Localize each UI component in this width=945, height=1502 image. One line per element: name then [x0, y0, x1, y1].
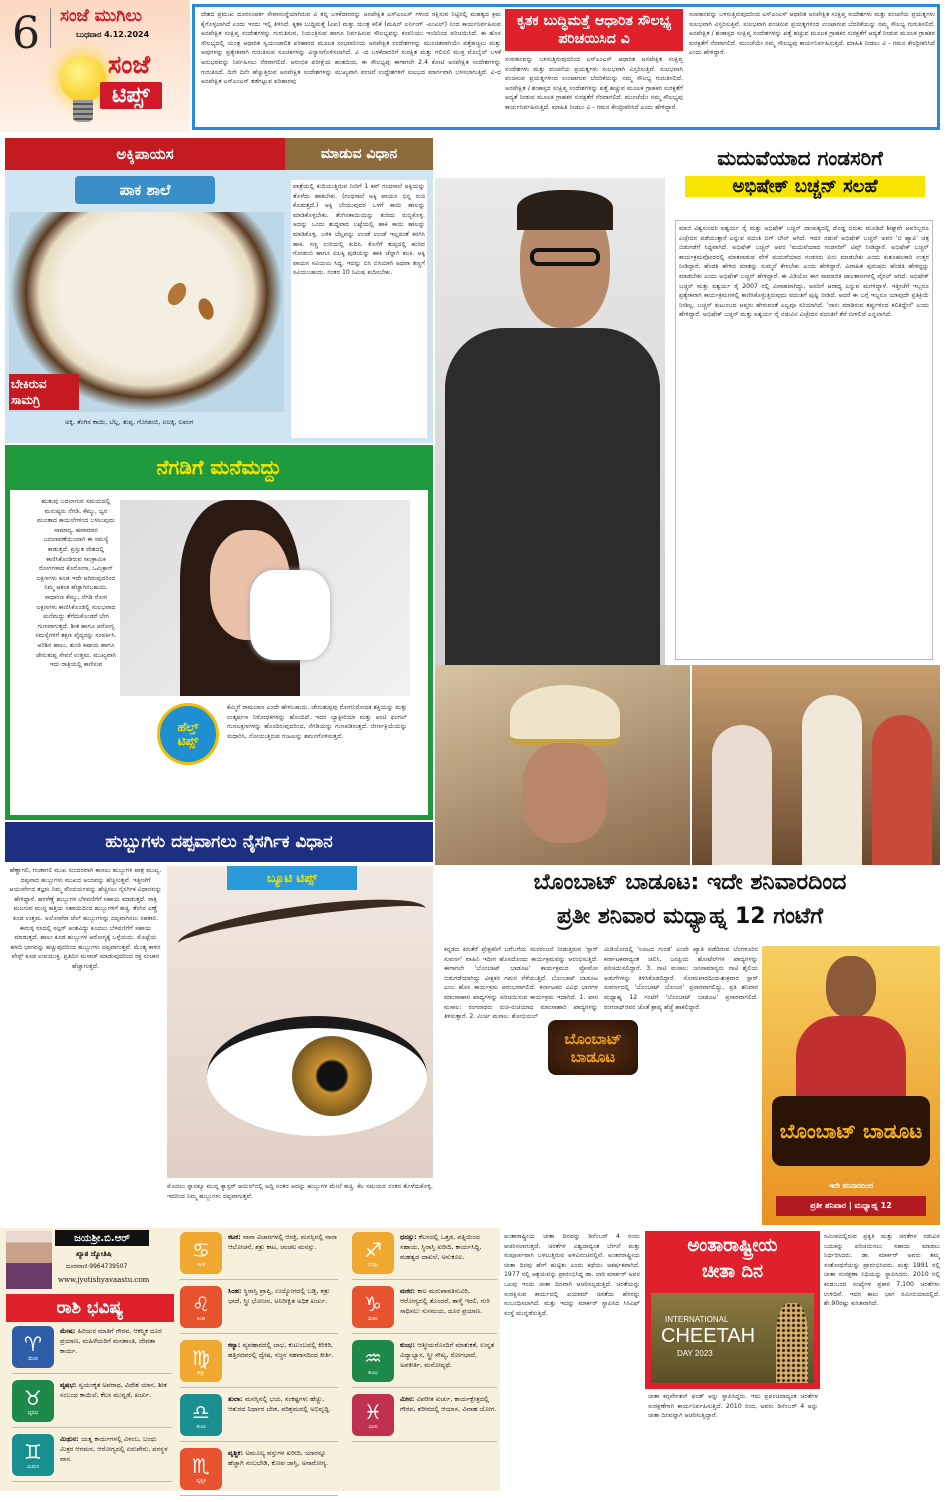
twins-icon: ♊ ಮಿಥುನ — [12, 1434, 54, 1476]
wedding-photo-groom — [435, 665, 690, 865]
rashi-item — [180, 1340, 338, 1388]
sneezing-woman-image — [120, 500, 410, 696]
astrologer-photo — [6, 1231, 52, 1289]
rashi-item — [12, 1380, 172, 1428]
abhishek-title-line2: ಅಭಿಷೇಕ್ ಬಚ್ಚನ್ ಸಲಹೆ — [685, 176, 925, 197]
rashi-text: ಮೇಷ: ಹಿರಿಯರ ಮಾತಿಗೆ ಗೌರವ, ಆಕಸ್ಮಿಕ ದೂರ ಪ್ರಯಾಣ, ಮಹಿಳೆಯರಿಗೆ ಮನಶಾಂತಿ, ದೇವತಾ ಕಾರ್ಯ. — [60, 1327, 162, 1355]
masthead — [0, 0, 190, 132]
scales-icon: ♎ ತುಲಾ — [180, 1394, 222, 1436]
cheetah-image-line3: DAY 2023 — [677, 1349, 713, 1358]
page-number: 6 — [12, 8, 40, 59]
cold-remedy-body: ಋತುವು ಬದಲಾಗುವ ಸಮಯದಲ್ಲಿ ಮನುಷ್ಯರು ನೆಗಡಿ, ಕೆಮ್ಮು, ಜ್ವರ ಮುಂತಾದ ಕಾಯಿಲೆಗಳಿಂದ ಬಳಲುವುದು ಸಾಮಾನ್ಯ. ಹವಾಮಾನ ಬದಲಾವಣೆಯಿಂದಾಗಿ ಈ ಸಮಸ್ಯೆ ಕಾಡುತ್ತದೆ. ಪ್ರಸ್ತುತ ದೇಶದಲ್ಲಿ ಕಾಣಿಸಿಕೊಂಡಿರುವ ಸಾಂಕ್ರಾಮಿಕ ರೋಗಗಳಾದ ಕೊರೋನಾ, ಒಮಿಕ್ರಾನ್ ಲಕ್ಷಣಗಳು ಕೂಡ ಇದೇ ಆಗಿರುವುದರಿಂದ ನಿಮ್ಮ ಆತಂಕ ಹೆಚ್ಚಾಗಿರಬಹುದು. ಸಾಧಾರಣ ಕೆಮ್ಮು, ನೆಗಡಿ ರೋಗ ಲಕ್ಷಣಗಳು ಕಾಣಿಸಿಕೊಂಡಲ್ಲಿ ಸುಲಭವಾದ ಮನೆಮದ್ದು ತೆಗೆದುಕೊಂಡರೆ ಬೇಗ ಗುಣವಾಗುತ್ತದೆ. ಶೀತ ಹಾಗೂ ಆರೋಗ್ಯ ಸಮಸ್ಯೆಗಳಿಗೆ ತಕ್ಷಣ ವೈದ್ಯರನ್ನು ಸಂಪರ್ಕಿಸಿ. ಅರಿಶಿನ ಹಾಲು, ಶುಂಠಿ ಕಷಾಯ ಹಾಗೂ ಜೇನುತುಪ್ಪ ಸೇವನೆ ಉತ್ತಮ. ಮುಖ್ಯವಾಗಿ ಇದು ರಾತ್ರಿಯಲ್ಲಿ ಕಾಣಿಸುವ — [35, 498, 117, 669]
rashi-icon-label: ತುಲಾ — [196, 1424, 206, 1430]
rashi-prediction: ಸ್ಥಿರಾಸ್ತಿ ಪ್ರಾಪ್ತಿ, ಉದ್ಯೋಗದಲ್ಲಿ ಬಡ್ತಿ, ಶತ್ರು ಭಾದೆ, ಸ್ತ್ರೀ ಭೋಜನ, ಅನಿರೀಕ್ಷಿತ ಅಧಿಕ ಖರ್ಚು. — [228, 1287, 330, 1305]
rashi-item — [352, 1394, 497, 1442]
bombat-body-cont: ಮಿಡಿಯೋದಲ್ಲಿ 'ಊಟದ ಗುಂಡ' ಎಂದೇ ಖ್ಯಾತಿ ಪಡೆದಿರುವ ಬೆಂಗಳೂರಿನ ಕರ್ನಾಟಕವಾದ್ಯಂತ ಚಲಿಸಿ, ಜನಪ್ರಿಯ ಹೋಟೆಲ್‌ಗಳ ಖಾದ್ಯಗಳನ್ನು ಪರಿಚಯಿಸಲಿದ್ದಾರೆ. 3. ನಾಟಿ ಮಸಾಲ: ಜನಸಾಮಾನ್ಯರು ನಾಟಿ ಶೈಲಿಯ ಅಡುಗೆಗಳನ್ನು ತಿಳಿಸಿಕೊಡಲಿದ್ದಾರೆ. ಸೋಮವಾರದಿಂದ-ಶುಕ್ರವಾರ ಸ್ಟಾರ್ ಸುವರ್ಣದಲ್ಲಿ 'ಬೊಂಬಾಟ್ ಬೋಜನ' ಪ್ರಸಾರವಾಗಲಿದ್ದು, ಪ್ರತಿ ಶನಿವಾರ ಮಧ್ಯಾಹ್ನ 12 ಗಂಟೆಗೆ 'ಬೊಂಬಾಟ್ ಬಾಡೂಟ' ಪ್ರಸಾರವಾಗಲಿದೆ. ರಂಗನಾಥ್‌ರವರ ಜೊತೆ ಶ್ರಾವ್ಯ ಹೆಜ್ಜೆ ಹಾಕಲಿದ್ದಾರೆ. — [604, 946, 758, 1011]
recipe-title: ಅಕ್ಕಿಪಾಯಸ — [5, 138, 285, 170]
ai-article-title: ಕೃತಕ ಬುದ್ಧಿಮತ್ತೆ ಆಧಾರಿತ ಸೌಲಭ್ಯ ಪರಿಚಯಿಸಿದ ವಿ — [505, 9, 683, 51]
person — [802, 695, 862, 865]
person — [872, 715, 932, 865]
astrologer-phone: ದೂರವಾಣಿ-9964739507 — [66, 1263, 128, 1270]
ingredients-heading: ಬೇಕಿರುವ ಸಾಮಗ್ರಿ — [9, 374, 79, 410]
rashi-name: ಕಟಕ — [228, 1233, 239, 1241]
bull-icon: ♉ ವೃಷಭ — [12, 1380, 54, 1422]
rashi-item — [12, 1434, 172, 1482]
rashi-name: ಮಕರ — [400, 1287, 413, 1295]
rashi-name: ತುಲಾ — [228, 1395, 241, 1403]
rashi-item — [12, 1326, 172, 1374]
host-shirt — [796, 1016, 906, 1106]
rashi-icon-label: ವೃಷಭ — [27, 1410, 39, 1416]
rashi-icon-label: ಧನಸ್ಸು — [367, 1262, 379, 1268]
method-text: ಪಾತ್ರೆಯಲ್ಲಿ ಕುದಿಯುತ್ತಿರುವ ನೀರಿಗೆ 1 ಕಪ್ ಗಂಧಸಾಲೆ ಅಕ್ಕಿಯನ್ನು ತೊಳೆದು ಹಾಕಬೇಕು. (ಗಂಧಸಾಲೆ ಅಕ್ಕಿ ಪಾಯಸ ಭಿನ್ನ ರುಚಿ ಕೊಡುತ್ತದೆ.) ಅಕ್ಕಿ ಬೇಯುವುದರ ಒಳಗೆ ಕಾಯಿ ಹಾಲನ್ನು ಮಾಡಿಕೊಳ್ಳಬೇಕು. ತೆಂಗಿನಕಾಯಿಯನ್ನು ತುರಿದು ರುಬ್ಬಿಕೊಳ್ಳಿ. ಅದನ್ನು ಒಂದು ಶುದ್ಧವಾದ ಬಟ್ಟೆಯಲ್ಲಿ ಹಾಕಿ ಕಾಯಿ ಹಾಲನ್ನು ಮಾಡಿಕೊಳ್ಳಿ. ಬಳಿಕ ಬೆಲ್ಲವನ್ನು ಉಂಡೆ ಉಂಡೆ ಇಲ್ಲದಂತೆ ಕರಗಿಸಿ ಹಾಕಿ. ಸಣ್ಣ ಉರಿಯಲ್ಲಿ ಕುದಿಸಿ. ಕೊನೆಗೆ ತುಪ್ಪದಲ್ಲಿ ಹುರಿದ ಗೋಡಂಬಿ ಹಾಗೂ ಏಲಕ್ಕಿ ಪುಡಿಯನ್ನು ಹಾಕಿ ಚೆನ್ನಾಗಿ ಕಲಕಿ. ಅಕ್ಕಿ ಪಾಯಸ ಸವಿಯಲು ಸಿದ್ಧ. ಇದನ್ನು ಬಿಸಿ ಬಿಸಿಯಾಗಿ ಅಥವಾ ತಣ್ಣಗೆ ಸವಿಯಬಹುದು. ನಂತರ 10 ನಿಮಿಷ ಕುದಿಸಬೇಕು. — [291, 180, 427, 438]
rashi-item — [180, 1286, 338, 1334]
rashi-text: ವೃಷಭ: ಸ್ವಯಂಕೃತ ಅಪರಾಧ, ವಿದೇಶ ಯಾನ, ಶೀತ ಸಂಬಂಧ ಕಾಯಿಲೆ, ಕೆಲಸ ಮುನ್ನಡೆ, ಖರ್ಚು. — [60, 1381, 167, 1399]
rashi-name: ವೃಷಭ — [60, 1381, 74, 1389]
recipe-section — [5, 138, 433, 443]
rashi-item — [180, 1448, 338, 1496]
person — [712, 725, 772, 865]
rashi-item — [180, 1232, 338, 1280]
rashi-icon-label: ವೃಶ್ಚಿಕ — [196, 1478, 206, 1484]
paper-name: ಸಂಜೆ ಮುಗಿಲು — [60, 6, 142, 26]
eyebrow-body: ಹೆಣ್ಣಾಗಲಿ, ಗಂಡಾಗಲಿ ಮುಖ ಸುಂದರವಾಗಿ ಕಾಣಲು ಹುಬ್ಬುಗಳ ಪಾತ್ರ ಮುಖ್ಯ. ದಪ್ಪವಾದ ಹುಬ್ಬುಗಳು ಮುಖದ ಅಂದವನ್ನು ಹೆಚ್ಚಿಸುತ್ತವೆ. ಇತ್ತೀಚೆಗೆ ಆಯುರ್ವೇದ ತಜ್ಞರು ನಿಮ್ಮ ಸೌಂದರ್ಯವನ್ನು ಹೆಚ್ಚಿಸಲು ನೈಸರ್ಗಿಕ ವಿಧಾನವನ್ನು ಹೇಳಿದ್ದಾರೆ. ಹರಳೆಣ್ಣೆ ಹುಬ್ಬುಗಳ ಬೆಳವಣಿಗೆಗೆ ಸಹಾಯ ಮಾಡುತ್ತದೆ. ರಾತ್ರಿ ಮಲಗುವ ಮುನ್ನ ಹತ್ತಿಯ ಸಹಾಯದಿಂದ ಹುಬ್ಬುಗಳಿಗೆ ಹಚ್ಚಿ. ತೆಂಗಿನ ಎಣ್ಣೆ ಕೂಡ ಉತ್ತಮ. ಅಲೋವೆರಾ ಜೆಲ್ ಹುಬ್ಬುಗಳನ್ನು ದಪ್ಪವಾಗಿಸಲು ಸಹಕಾರಿ. ಈರುಳ್ಳಿ ರಸದಲ್ಲಿ ಸಲ್ಫರ್ ಅಂಶವಿದ್ದು ಕೂದಲು ಬೆಳವಣಿಗೆಗೆ ಸಹಾಯ ಮಾಡುತ್ತದೆ. ಹಾಲು ಕೂಡ ಹುಬ್ಬುಗಳ ಆರೋಗ್ಯಕ್ಕೆ ಒಳ್ಳೆಯದು. ಮೊಟ್ಟೆಯ ಹಳದಿ ಭಾಗವನ್ನು ಹಚ್ಚುವುದರಿಂದ ಹುಬ್ಬುಗಳು ದಪ್ಪವಾಗುತ್ತವೆ. ಮೆಂತ್ಯ ಕಾಳಿನ ಪೇಸ್ಟ್ ಕೂಡ ಉಪಯುಕ್ತ. ಪ್ರತಿದಿನ ಮಸಾಜ್ ಮಾಡುವುದರಿಂದ ರಕ್ತ ಸಂಚಾರ ಹೆಚ್ಚಾಗುತ್ತದೆ. — [9, 867, 162, 970]
abhishek-article — [435, 138, 940, 665]
horoscope-column — [352, 1232, 497, 1448]
rashi-prediction: ಹಿರಿಯರ ಮಾತಿಗೆ ಗೌರವ, ಆಕಸ್ಮಿಕ ದೂರ ಪ್ರಯಾಣ, ಮಹಿಳೆಯರಿಗೆ ಮನಶಾಂತಿ, ದೇವತಾ ಕಾರ್ಯ. — [60, 1327, 162, 1355]
rashi-icon-label: ಮೇಷ — [28, 1356, 38, 1362]
rashi-text: ತುಲಾ: ಮನಸ್ಸಿನಲ್ಲಿ ಭಯ, ಸಂಕಷ್ಟಗಳು ಹೆಚ್ಚು, ಆತುರದ ನಿರ್ಧಾರ ಬೇಡ, ಪರಿಶ್ರಮದಲ್ಲಿ ಅಭಿವೃದ್ಧಿ. — [228, 1395, 331, 1413]
rashi-icon-label: ಕಟಕ — [197, 1262, 205, 1268]
cheetah-figure — [776, 1303, 808, 1383]
rashi-text: ಧನಸ್ಸು: ಕೆಲಸದಲ್ಲಿ ಒತ್ತಡ, ಪತ್ನಿಯಿಂದ ಸಹಾಯ, ಸ್ಥಿರಾಸ್ತಿ ಖರೀದಿ, ಕಾರ್ಯಸಿದ್ಧಿ, ಮಹತ್ವದ ದಾಖಲೆ, ಅನುಕೂಲ. — [400, 1233, 482, 1261]
rashi-prediction: ಸ್ವಯಂಕೃತ ಅಪರಾಧ, ವಿದೇಶ ಯಾನ, ಶೀತ ಸಂಬಂಧ ಕಾಯಿಲೆ, ಕೆಲಸ ಮುನ್ನಡೆ, ಖರ್ಚು. — [60, 1381, 167, 1399]
cheetah-title-line1: ಅಂತಾರಾಷ್ಟ್ರೀಯ — [687, 1235, 778, 1256]
cheetah-body-right: ಸಮೀಪದಲ್ಲಿರುವ ಪ್ರಕೃತಿ ಮತ್ತು ಚಿರತೆಗಳ ನಡುವಿನ ಬದುಕನ್ನು ಪರಿಚಯಿಸಲು ಸಹಾಯ ಮಾಡಲು ನಿರ್ಧರಿಸಿದರು. ಡಾ. ಮಾರ್ಕರ್ ಅವರು ತಮ್ಮ ಸಂಶೋಧನೆಯನ್ನು ಪ್ರಾರಂಭಿಸಿದರು. ಮತ್ತು 1991 ರಲ್ಲಿ ಚೀತಾ ಸಂರಕ್ಷಣಾ ನಿಧಿಯನ್ನು ಸ್ಥಾಪಿಸಿದರು. 2010 ರಲ್ಲಿ ಕಂಡುಬಂದ ಸಂಖ್ಯೆಗಳ ಪ್ರಕಾರ 7,100 ಚಿರತೆಗಳು ಉಳಿದಿವೆ. ಇದರ ಕಾಲು ಭಾಗ ನಮೀಬಿಯಾದಲ್ಲಿದೆ. ಶೇ.90ರಷ್ಟು ಕುಸಿತವಾಗಿದೆ. — [824, 1233, 940, 1308]
abhishek-photo — [435, 178, 665, 665]
astrologer-website: www.jyotishyavaastu.com — [58, 1276, 150, 1284]
abhishek-title-line1: ಮದುವೆಯಾದ ಗಂಡಸರಿಗೆ — [717, 146, 883, 170]
divider — [50, 8, 51, 48]
rashi-name: ಕನ್ಯಾ — [228, 1341, 238, 1349]
fish-icon: ♓ ಮೀನ — [352, 1394, 394, 1436]
ingredients-text: ಅಕ್ಕಿ, ತೆಂಗಿನ ಕಾಯಿ, ಬೆಲ್ಲ, ತುಪ್ಪ, ಗೋಡಂಬಿ, ಏಲಕ್ಕಿ, ಲವಂಗ — [65, 418, 194, 426]
horoscope-column — [180, 1232, 338, 1502]
rashi-text: ಕನ್ಯಾ: ವ್ಯವಹಾರದಲ್ಲಿ ಲಾಭ, ಕುಟುಂಬದಲ್ಲಿ ಕಿರಿಕಿರಿ, ಹತ್ತಿರದವರಲ್ಲಿ ದ್ವೇಷ, ಸಜ್ಜನ ಸಹವಾಸದಿಂದ ಕೀರ್ತಿ. — [228, 1341, 334, 1359]
rashi-icon-label: ಮಕರ — [368, 1316, 378, 1322]
cold-remedy-body-cont: ಕೆಮ್ಮಿಗೆ ರಾಮಬಾಣ ಎಂದೇ ಹೇಳಬಹುದು. ಜೇನುತುಪ್ಪವು ರೋಗನಿರೋಧಕ ಶಕ್ತಿಯನ್ನು ಮತ್ತು ಉತ್ಕರ್ಷಣ ನಿರೋಧಕಗಳನ್ನು ಹೊಂದಿದೆ. ಇದರ ಬ್ಯಾಕ್ಟೀರಿಯಾ ಮತ್ತು ಆಂಟಿ ಫಂಗಲ್ ಗುಣಲಕ್ಷಣಗಳನ್ನು ಹೊಂದಿರುವುದರಿಂದ, ನೆಗಡಿಯನ್ನು ಗುಣಪಡಿಸುತ್ತದೆ. ಜೀರ್ಣಕ್ರಿಯೆಯನ್ನು ಸುಧಾರಿಸಿ, ನೋಯುತ್ತಿರುವ ಗಂಟಲನ್ನು ಶಮನಗೊಳಿಸುತ್ತದೆ. — [227, 704, 407, 740]
pot-icon: ♒ ಕುಂಭ — [352, 1340, 394, 1382]
ram-icon: ♈ ಮೇಷ — [12, 1326, 54, 1368]
glasses — [530, 248, 600, 266]
crab-icon: ♋ ಕಟಕ — [180, 1232, 222, 1274]
rashi-prediction: ಕೆಲಸದಲ್ಲಿ ಒತ್ತಡ, ಪತ್ನಿಯಿಂದ ಸಹಾಯ, ಸ್ಥಿರಾಸ್ತಿ ಖರೀದಿ, ಕಾರ್ಯಸಿದ್ಧಿ, ಮಹತ್ವದ ದಾಖಲೆ, ಅನುಕೂಲ. — [400, 1233, 482, 1261]
eyebrow-caption: ಮೊದಲು ಸ್ನಾನಕ್ಕೂ ಮುನ್ನ ಕ್ಯಾಸ್ಟರ್ ಆಯಿಲ್‌ನಲ್ಲಿ ಅದ್ದಿ ನಂತರ ಅದನ್ನು ಹುಬ್ಬುಗಳ ಮೇಲೆ ಹಚ್ಚಿ. ಕೆಲ ಸಮಯದ ನಂತರ ತೊಳೆದುಕೊಳ್ಳಿ. ಇದರಿಂದ ನಿಮ್ಮ ಹುಬ್ಬುಗಳು ದಪ್ಪವಾಗುತ್ತವೆ. — [167, 1183, 433, 1200]
rashi-name: ವೃಶ್ಚಿಕ — [228, 1449, 241, 1457]
method-heading: ಮಾಡುವ ವಿಧಾನ — [285, 138, 433, 170]
poster-logo: ಬೊಂಬಾಟ್ ಬಾಡೂಟ — [772, 1096, 930, 1166]
rashi-icon-label: ಮಿಥುನ — [26, 1464, 40, 1470]
astrologer-name: ಜಯಶ್ರೀ.ಬಿ.ಆರ್ — [55, 1230, 149, 1246]
ai-article-body: ದೇಶದ ಪ್ರಮುಖ ದೂರಸಂಪರ್ಕ ಸೇವಾಸಂಸ್ಥೆಯಾಗಿರುವ ವಿ ತನ್ನ ಬಳಕೆದಾರರನ್ನು ಅನಪೇಕ್ಷಿತ ಎಸ್‌ಎಂಎಸ್ ಗಳಿಂದ ರಕ್ಷಿಸುವ ನಿಟ್ಟಿನಲ್ಲಿ ಮಹತ್ವದ ಕ್ರಮ ಕೈಗೊಳ್ಳಲಾಗಿದೆ ಎಂದು ಇಂದು ಇಲ್ಲಿ ತಿಳಿಸಿದೆ. ಕೃತಕ ಬುದ್ಧಿಮತ್ತೆ (ಎಐ) ಮತ್ತು ಯಂತ್ರ ಕಲಿಕೆ (ಮಷಿನ್ ಲರ್ನಿಂಗ್ -ಎಂಎಲ್) ನಿಂದ ಕಾರ್ಯನಿರ್ವಹಿಸುವ ಅನಪೇಕ್ಷಿತ ಸಂಕ್ಷಿಪ್ತ ಸಂದೇಶಗಳನ್ನು ಗುರುತಿಸುವ, ನಿಯಂತ್ರಿಸುವ ಹಾಗೂ ನಿರ್ವಹಿಸುವ ಸೌಲಭ್ಯವನ್ನು ಕಂಪನಿಯು ಇಂದಿನಿಂದ ಪರಿಚಯಿಸಿದೆ. ಈ ಹೊಸ ಸೌಲಭ್ಯದಲ್ಲಿ ಯಂತ್ರ ಆಧಾರಿತ ಸ್ವಯಂಚಾಲಿತ ಪರಿಹಾರದ ಮೂಲಕ ಸಂಭಾವನೀಯ ಅನಪೇಕ್ಷಿತ ಸಂದೇಶಗಳನ್ನು ಮುಂಚಿತವಾಗಿಯೇ ಪತ್ತೆಹಚ್ಚಲು ಮತ್ತು ಅವುಗಳನ್ನು ಪ್ರತ್ಯೇಕವಾಗಿ ಗುರುತಿಸುವ ಸೂಚಕಗಳನ್ನು ವಿನ್ಯಾಸಗೊಳಿಸಲಾಗಿದೆ. ವಿ -ದ ಬಳಕೆದಾರರಿಗೆ ಸುರಕ್ಷಿತ ಮತ್ತು ಗಲಿಬಿಲಿ ಮುಕ್ತ ಮೊಬೈಲ್ ಬಳಕೆ ಅನುಭವವನ್ನು ನಿರ್ವಹಿಸಲು ನೆರವಾಗಲಿದೆ. ಆರಂಭಿಕ ಪರೀಕ್ಷೆಯ ಹಂತದಿಂದ, ಈ ಸೌಲಭ್ಯವು ಈಗಾಗಲೇ 2.4 ಕೋಟಿ ಅನಪೇಕ್ಷಿತ ಸಂದೇಶಗಳನ್ನು ಗುರುತಿಸಿದೆ. ದಿನೇ ದಿನೇ ಹೆಚ್ಚುತ್ತಿರುವ ಅನಪೇಕ್ಷಿತ ಸಂದೇಶಗಳನ್ನು ಮುಖ್ಯವಾಗಿ ವಂಚನೆ ಉದ್ದೇಶಗಳಿಗೆ ಸುಲಭದ ಮಾರ್ಗವಾಗಿ ಬಳಸಲಾಗುತ್ತಿದೆ. ವಿ-ದ ಅನಪೇಕ್ಷಿತ ಎಸ್‌ಎಂಎಸ್ ತಡೆಗಟ್ಟುವ ಪರಿಹಾರವು — [201, 11, 501, 86]
lightbulb-base-icon — [73, 100, 93, 122]
rashi-prediction: ವ್ಯವಹಾರದಲ್ಲಿ ಲಾಭ, ಕುಟುಂಬದಲ್ಲಿ ಕಿರಿಕಿರಿ, ಹತ್ತಿರದವರಲ್ಲಿ ದ್ವೇಷ, ಸಜ್ಜನ ಸಹವಾಸದಿಂದ ಕೀರ್ತಿ. — [228, 1341, 334, 1359]
rashi-prediction: ಮನಸ್ಸಿನಲ್ಲಿ ಭಯ, ಸಂಕಷ್ಟಗಳು ಹೆಚ್ಚು, ಆತುರದ ನಿರ್ಧಾರ ಬೇಡ, ಪರಿಶ್ರಮದಲ್ಲಿ ಅಭಿವೃದ್ಧಿ. — [228, 1395, 331, 1413]
eye-image — [167, 866, 433, 1178]
rashi-item — [180, 1394, 338, 1442]
section-title-line1: ಸಂಜೆ — [108, 50, 151, 79]
hair — [517, 190, 613, 230]
rashi-icon-label: ಕುಂಭ — [368, 1370, 378, 1376]
beauty-tips-badge: ಬ್ಯೂಟಿ ಟಿಪ್ಸ್ — [227, 866, 357, 890]
hoodie — [445, 328, 660, 665]
bombat-logo: ಬೊಂಬಾಟ್ ಬಾಡೂಟ — [548, 1020, 638, 1075]
recipe-section-label: ಪಾಕ ಶಾಲೆ — [75, 176, 215, 204]
rashi-item — [352, 1340, 497, 1388]
cheetah-image-line2: CHEETAH — [661, 1325, 756, 1347]
almond-icon — [164, 280, 190, 309]
rashi-prediction: ಕಾಲ ಮರುಪಾವತಿಸುವಿರಿ, ಆರೋಗ್ಯದಲ್ಲಿ ತೊಂದರೆ, ತಾಳ್ಮೆ ಇರಲಿ, ಗುರಿ ಸಾಧಿಸಲು ಸುಸಮಯ, ದೂರ ಪ್ರಯಾಣ. — [400, 1287, 490, 1315]
horoscope-section — [0, 1228, 500, 1491]
rashi-name: ಕುಂಭ — [400, 1341, 413, 1349]
ai-article-body-right: ಸಂವಹನವನ್ನು ಬಳಸುತ್ತಿರುವುದರಿಂದ ಎಸ್‌ಎಂಎಸ್ ಆಧಾರಿತ ಅನಪೇಕ್ಷಿತ ಸಂಕ್ಷಿಪ್ತ ಸಂದೇಶಗಳು ಮತ್ತು ವಂಚನೆಯ ಪ್ರಯತ್ನಗಳು ಸುಲಭವಾಗಿ ವಿಸ್ತರಿಸುತ್ತಿವೆ. ಸುಲಭವಾಗಿ ವಂಚಿಸುವ ಪ್ರಯತ್ನಗಳಿಂದ ಉಂಟಾಗುವ ಬೆದರಿಕೆಯನ್ನು ನಮ್ಮ ಸೌಲಭ್ಯ ಗುರುತಿಸಲಿದೆ. ಅನಪೇಕ್ಷಿತ / ಶಂಕಾಸ್ಪದ ಸಂಕ್ಷಿಪ್ತ ಸಂದೇಶಗಳನ್ನು ಪತ್ತೆ ಹಚ್ಚುವ ಮೂಲಕ ಗ್ರಾಹಕರ ಸುರಕ್ಷತೆಗೆ ಆದ್ಯತೆ ನೀಡುವ ಮೂಲಕ ಗ್ರಾಹಕರ ಸುರಕ್ಷತೆಗೆ ನೆರವಾಗಲಿದೆ. ಮುಂಚೆಯೇ ನಮ್ಮ ಸೌಲಭ್ಯವು ಕಾರ್ಯನಿರ್ವಹಿಸುತ್ತಿದೆ. ಮಾಹಿತಿ ನೀಡಲು ವಿ - ಗಮನ ಕೇಂದ್ರೀಕರಿಸಿದೆ ಎಂದು ಹೇಳಿದ್ದಾರೆ. — [689, 11, 935, 57]
rashi-name: ಮಿಥುನ — [60, 1435, 77, 1443]
bombat-body: ಕನ್ನಡದ ಕಿರುತೆರೆ ಪ್ರೇಕ್ಷಕರಿಗೆ ಬಗೆಬಗೆಯ ಮನರಂಜನೆ ನೀಡುತ್ತಿರುವ 'ಸ್ಟಾರ್ ಸುವರ್ಣ' ವಾಹಿನಿ ಇದೀಗ ಹೊಸದೊಂದು ಕಾರ್ಯಕ್ರಮವನ್ನು ಆರಂಭಿಸುತ್ತಿದೆ. ಈಗಾಗಲೇ 'ಬೊಂಬಾಟ್ ಬಾಡೂಟ' ಕಾರ್ಯಕ್ರಮದ ಪ್ರೋಮೋ ಬಿಡುಗಡೆಯಾಗಿದ್ದು ವೀಕ್ಷಕರ ಗಮನ ಸೆಳೆಯುತ್ತಿದೆ. ಬೊಂಬಾಟ್ ಬಾಡೂಟ ಎಂಬ ಹೊಸ ಕಾರ್ಯಕ್ರಮ ಆರಂಭವಾಗಲಿದೆ. ಕರ್ನಾಟಕದ ವಿವಿಧ ಭಾಗಗಳ ಮಾಂಸಾಹಾರ ಖಾದ್ಯಗಳನ್ನು ಪರಿಚಯಿಸುವ ಕಾರ್ಯಕ್ರಮ ಇದಾಗಿದೆ. 1. ಖಾರ ಮಸಾಲ: ರಂಗನಾಥರು ರುಚಿ-ರುಚಿಯಾದ ಮಾಂಸಾಹಾರಿ ಖಾದ್ಯಗಳನ್ನು ತಿಳಿಸುತ್ತಾರೆ. 2. ಮಿರ್ಚಿ ಮಸಾಲ: ಶೋಭಿಯಲ್ — [444, 946, 598, 1021]
rashi-name: ಮೇಷ — [60, 1327, 73, 1335]
rashi-text: ಕಟಕ: ನಾನಾ ವಿಚಾರಗಳಲ್ಲಿ ಆಸಕ್ತಿ, ಮನಸ್ಸಿನಲ್ಲಿ ನಾನಾ ಆಲೋಚನೆ, ಶತ್ರು ಕಾಟ, ಚಂಚಲ ಮನಸ್ಸು. — [228, 1233, 338, 1251]
rashi-prediction: ಯತ್ನ ಕಾರ್ಯಗಳಲ್ಲಿ ವಿಳಂಬ, ಬಂಧು ಮಿತ್ರರ ಆಗಮನ, ಆರೋಗ್ಯದಲ್ಲಿ ಏರುಪೇರು, ಪರಸ್ಥಳ ವಾಸ. — [60, 1435, 168, 1463]
scorpion-icon: ♏ ವೃಶ್ಚಿಕ — [180, 1448, 222, 1490]
rashi-text: ಮಕರ: ಕಾಲ ಮರುಪಾವತಿಸುವಿರಿ, ಆರೋಗ್ಯದಲ್ಲಿ ತೊಂದರೆ, ತಾಳ್ಮೆ ಇರಲಿ, ಗುರಿ ಸಾಧಿಸಲು ಸುಸಮಯ, ದೂರ ಪ್ರಯಾಣ. — [400, 1287, 490, 1315]
ai-article-body-cont: ಸಂವಹನವನ್ನು ಬಳಸುತ್ತಿರುವುದರಿಂದ ಎಸ್‌ಎಂಎಸ್ ಆಧಾರಿತ ಅನಪೇಕ್ಷಿತ ಸಂಕ್ಷಿಪ್ತ ಸಂದೇಶಗಳು ಮತ್ತು ವಂಚನೆಯ ಪ್ರಯತ್ನಗಳು ಸುಲಭವಾಗಿ ವಿಸ್ತರಿಸುತ್ತಿವೆ. ಸುಲಭವಾಗಿ ವಂಚಿಸುವ ಪ್ರಯತ್ನಗಳಿಂದ ಉಂಟಾಗುವ ಬೆದರಿಕೆಯನ್ನು ನಮ್ಮ ಸೌಲಭ್ಯ ಗುರುತಿಸಲಿದೆ. ಅನಪೇಕ್ಷಿತ / ಶಂಕಾಸ್ಪದ ಸಂಕ್ಷಿಪ್ತ ಸಂದೇಶಗಳನ್ನು ಪತ್ತೆ ಹಚ್ಚುವ ಮೂಲಕ ಗ್ರಾಹಕರ ಸುರಕ್ಷತೆಗೆ ಆದ್ಯತೆ ನೀಡುವ ಮೂಲಕ ಗ್ರಾಹಕರ ಸುರಕ್ಷತೆಗೆ ನೆರವಾಗಲಿದೆ. ಮುಂಚೆಯೇ ನಮ್ಮ ಸೌಲಭ್ಯವು ಕಾರ್ಯನಿರ್ವಹಿಸುತ್ತಿದೆ. ಮಾಹಿತಿ ನೀಡಲು ವಿ - ಗಮನ ಕೇಂದ್ರೀಕರಿಸಿದೆ ಎಂದು ಹೇಳಿದ್ದಾರೆ. — [505, 56, 683, 111]
rashi-prediction: ವಿಪರೀತ ಖರ್ಚು, ಕಾರ್ಯಕ್ಷೇತ್ರದಲ್ಲಿ ಗೌರವ, ಶರೀರದಲ್ಲಿ ಆಯಾಸ, ವಿವಾಹ ಯೋಗ. — [400, 1395, 497, 1413]
health-tips-line1: ಹೆಲ್ತ್ — [177, 720, 199, 734]
turban — [510, 685, 620, 745]
goat-icon: ♑ ಮಕರ — [352, 1286, 394, 1328]
cheetah-body-mid: ಚೀತಾ ಕನ್ಸರ್ವೇಶನ್ ಫಂಡ್ ಅನ್ನು ಸ್ಥಾಪಿಸಿದ್ದರು. ಇದು ಪ್ರಪಂಚದಾದ್ಯಂತ ಚಿರತೆಗಳ ಸಂರಕ್ಷಣೆಗಾಗಿ ಕಾರ್ಯನಿರ್ವಹಿಸುತ್ತಿದೆ. 2010 ರಿಂದ, ಅವರು ಡಿಸೆಂಬರ್ 4 ಅನ್ನು ಚೀತಾ ದಿನವನ್ನಾಗಿ ಆಚರಿಸುತ್ತಿದ್ದಾರೆ. — [648, 1393, 818, 1420]
rashi-prediction: ಅಮೂಲ್ಯ ವಸ್ತುಗಳ ಖರೀದಿ, ಯಾರನ್ನೂ ಹೆಚ್ಚಾಗಿ ನಂಬಬೇಡಿ, ಕೋಪ ಜಾಸ್ತಿ, ಅನಾರೋಗ್ಯ. — [228, 1449, 329, 1467]
rashi-text: ಸಿಂಹ: ಸ್ಥಿರಾಸ್ತಿ ಪ್ರಾಪ್ತಿ, ಉದ್ಯೋಗದಲ್ಲಿ ಬಡ್ತಿ, ಶತ್ರು ಭಾದೆ, ಸ್ತ್ರೀ ಭೋಜನ, ಅನಿರೀಕ್ಷಿತ ಅಧಿಕ ಖರ್ಚು. — [228, 1287, 330, 1305]
horoscope-column — [12, 1326, 172, 1488]
rashi-name: ಸಿಂಹ — [228, 1287, 239, 1295]
rashi-text: ಮಿಥುನ: ಯತ್ನ ಕಾರ್ಯಗಳಲ್ಲಿ ವಿಳಂಬ, ಬಂಧು ಮಿತ್ರರ ಆಗಮನ, ಆರೋಗ್ಯದಲ್ಲಿ ಏರುಪೇರು, ಪರಸ್ಥಳ ವಾಸ. — [60, 1435, 168, 1463]
date: ಬುಧವಾರ 4.12.2024 — [76, 30, 150, 39]
tissue — [250, 570, 330, 660]
rashi-icon-label: ಕನ್ಯಾ — [197, 1370, 205, 1376]
bombat-title-line1: ಬೊಂಬಾಟ್ ಬಾಡೂಟ: ಇದೇ ಶನಿವಾರದಿಂದ — [533, 870, 847, 895]
rashi-item — [352, 1286, 497, 1334]
health-tips-badge — [157, 703, 219, 765]
maiden-icon: ♍ ಕನ್ಯಾ — [180, 1340, 222, 1382]
rashi-prediction: ನಾನಾ ವಿಚಾರಗಳಲ್ಲಿ ಆಸಕ್ತಿ, ಮನಸ್ಸಿನಲ್ಲಿ ನಾನಾ ಆಲೋಚನೆ, ಶತ್ರು ಕಾಟ, ಚಂಚಲ ಮನಸ್ಸು. — [228, 1233, 338, 1251]
rashi-prediction: ಆತ್ಮೀಯರೊಂದಿಗೆ ಮಾತುಕತೆ, ಉನ್ನತ ವಿದ್ಯಾಭ್ಯಾಸ, ಸ್ತ್ರೀ ಸೌಖ್ಯ, ರೋಗಭಾದೆ, ಅಪಕೀರ್ತಿ, ಮನೋವ್ಯಥೆ. — [400, 1341, 495, 1369]
rashi-text: ಮೀನ: ವಿಪರೀತ ಖರ್ಚು, ಕಾರ್ಯಕ್ಷೇತ್ರದಲ್ಲಿ ಗೌರವ, ಶರೀರದಲ್ಲಿ ಆಯಾಸ, ವಿವಾಹ ಯೋಗ. — [400, 1395, 497, 1413]
health-tips-line2: ಟಿಪ್ಸ್ — [177, 734, 199, 748]
almond-icon — [196, 296, 217, 321]
lion-icon: ♌ ಸಿಂಹ — [180, 1286, 222, 1328]
eyebrow — [175, 889, 428, 963]
host-face — [826, 956, 876, 1018]
wedding-photo-family — [692, 665, 940, 865]
poster-time: ಪ್ರತೀ ಶನಿವಾರ | ಮಧ್ಯಾಹ್ನ 12 — [776, 1196, 926, 1216]
cheetah-image — [651, 1293, 814, 1383]
ai-article — [192, 4, 940, 130]
rashi-text: ಕುಂಭ: ಆತ್ಮೀಯರೊಂದಿಗೆ ಮಾತುಕತೆ, ಉನ್ನತ ವಿದ್ಯಾಭ್ಯಾಸ, ಸ್ತ್ರೀ ಸೌಖ್ಯ, ರೋಗಭಾದೆ, ಅಪಕೀರ್ತಿ, ಮನೋವ್ಯಥೆ. — [400, 1341, 495, 1369]
bombat-poster — [762, 946, 940, 1225]
face — [523, 743, 607, 843]
cheetah-body-left: ಅಂತಾರಾಷ್ಟ್ರೀಯ ಚೀತಾ ದಿನವನ್ನು ಡಿಸೆಂಬರ್ 4 ರಂದು ಆಚರಿಸಲಾಗುತ್ತದೆ. ಚಿರತೆಗಳ ವಿಶ್ವದಾದ್ಯಂತ ಬೇಗನೆ ಮತ್ತು ಸಂಪೂರ್ಣವಾಗಿ ಬಳಲುತ್ತಿರುವ ಅಳಿವಿನಂಚಿನಲ್ಲಿವೆ. ಅಂತರರಾಷ್ಟ್ರೀಯ ಚೀತಾ ದಿನವು ಹೇಗೆ ಹುಟ್ಟಿತು ಎಂದು ಕಥೆಯು ಆಕರ್ಷಕವಾಗಿದೆ. 1977 ರಲ್ಲಿ ಆಶ್ರಯವನ್ನು ಪ್ರಾರಂಭಿಸಿದ್ದ ಡಾ. ಲಾರಿ ಮಾರ್ಕರ್ ಅವರ ಒಲವು ಇಂದು ಚೀತಾ ದಿನವಾಗಿ ಆಚರಿಸಲ್ಪಡುತ್ತಿದೆ. ಚಿರತೆಯನ್ನು ಸಂರಕ್ಷಿಸುವ ಕಾರ್ಯದಲ್ಲಿ ಖಯಾಮ್ ಚಿರತೆಯ ಹೆಸರನ್ನು ಸಂಬಂಧಿಸಲಾಗಿದೆ. ಮತ್ತು ಇದನ್ನು ಮಾರ್ಕರ್ ಸ್ಥಾಪಿಸಿದ ಸಿಸಿಎಫ್ ಸಂಸ್ಥೆ ಮುನ್ನಡೆಸುತ್ತಿದೆ. — [504, 1233, 640, 1317]
archer-icon: ♐ ಧನಸ್ಸು — [352, 1232, 394, 1274]
cold-remedy-section — [5, 445, 433, 820]
bombat-title-line2: ಪ್ರತೀ ಶನಿವಾರ ಮಧ್ಯಾಹ್ನ 12 ಗಂಟೆಗೆ — [556, 904, 823, 929]
cheetah-image-line1: INTERNATIONAL — [665, 1315, 729, 1324]
iris — [292, 1036, 372, 1116]
rashi-icon-label: ಮೀನ — [368, 1424, 378, 1430]
rashi-icon-label: ಸಿಂಹ — [196, 1316, 206, 1322]
cheetah-title-box — [645, 1231, 820, 1389]
horoscope-heading: ರಾಶಿ ಭವಿಷ್ಯ — [6, 1294, 174, 1322]
cheetah-title-line2: ಚೀತಾ ದಿನ — [701, 1261, 764, 1282]
rashi-name: ಧನಸ್ಸು — [400, 1233, 414, 1241]
rashi-item — [352, 1232, 497, 1280]
poster-caption: ಇದೇ ಶನಿವಾರದಿಂದ — [828, 1182, 874, 1190]
astrologer-title: ಖ್ಯಾತ ಜ್ಯೋತಿಷಿ — [76, 1250, 112, 1258]
rashi-text: ವೃಶ್ಚಿಕ: ಅಮೂಲ್ಯ ವಸ್ತುಗಳ ಖರೀದಿ, ಯಾರನ್ನೂ ಹೆಚ್ಚಾಗಿ ನಂಬಬೇಡಿ, ಕೋಪ ಜಾಸ್ತಿ, ಅನಾರೋಗ್ಯ. — [228, 1449, 329, 1467]
eyebrow-title: ಹುಬ್ಬುಗಳು ದಪ್ಪವಾಗಲು ನೈಸರ್ಗಿಕ ವಿಧಾನ — [5, 822, 433, 862]
section-title-line2: ಟಿಪ್ಸ್ — [100, 82, 162, 109]
rashi-name: ಮೀನ — [400, 1395, 412, 1403]
abhishek-body: ಮಾಜಿ ವಿಶ್ವಸುಂದರಿ ಐಶ್ವರ್ಯ ರೈ ಮತ್ತು ಅಭಿಷೇಕ್ ಬಚ್ಚನ್ ದಾಂಪತ್ಯದಲ್ಲಿ ದೊಡ್ಡ ಬಿರುಕು ಮೂಡಿದೆ ಶೀಘ್ರವೇ ಅವರಿಬ್ಬರೂ ವಿಚ್ಛೇದನ ಪಡೆಯುತ್ತಾರೆ ಎನ್ನುವ ವದಂತಿ ಬಿಗ್ ಬೌನ್ ಆಗಿದೆ. ಇದರ ನಡುವೆ ಅಭಿಷೇಕ್ ಬಚ್ಚನ್ ಅವರ 'ಬಿ ಹ್ಯಾಪಿ' ಚಿತ್ರ ಬಿಡುಗಡೆಗೆ ಸಿದ್ಧವಾಗಿದೆ. ಅಭಿಷೇಕ್ ಬಚ್ಚನ್ ಅವರ 'ಮದುವೆಯಾದ ಗಂಡಸರಿಗೆ' ಟಿಪ್ಸ್ ನೀಡಿದ್ದಾರೆ. ಅಭಿಷೇಕ್ ಬಚ್ಚನ್ ಕಾರ್ಯಕ್ರಮವೊಂದರಲ್ಲಿ ಮಾತನಾಡುವ ವೇಳೆ ಮದುವೆಯಾದ ಗಂಡಸರು ಏನು ಮಾಡಬೇಕು ಎಂದು ಕುತೂಹಲಕಾರಿ ಉತ್ತರ ನೀಡಿದ್ದಾರೆ. ಹೆಂಡತಿ ಹೇಳಿದ ಮಾತನ್ನು ಸುಮ್ಮನೆ ಕೇಳಬೇಕು ಎಂದು ಹೇಳಿದ್ದಾರೆ. ವಿವಾಹಿತ ಪುರುಷರು ಹೆಂಡತಿ ಹೇಳಿದ್ದನ್ನು ಮಾಡಬೇಕು ಎಂದು ಅಭಿಷೇಕ್ ಬಚ್ಚನ್ ಹೇಳಿದ್ದಾರೆ. ಈ ವಿಡಿಯೋ ಈಗ ಸಾಮಾಜಿಕ ಜಾಲತಾಣಗಳಲ್ಲಿ ವೈರಲ್ ಆಗಿದೆ. ಅಭಿಷೇಕ್ ಬಚ್ಚನ್ ಮತ್ತು ಐಶ್ವರ್ಯ ರೈ 2007 ರಲ್ಲಿ ವಿವಾಹವಾಗಿದ್ದು, ಅವರಿಗೆ ಆರಾಧ್ಯ ಎನ್ನುವ ಮಗಳಿದ್ದಾಳೆ. ಇತ್ತೀಚೆಗೆ ಇಬ್ಬರೂ ಪ್ರತ್ಯೇಕವಾಗಿ ಕಾರ್ಯಕ್ರಮಗಳಲ್ಲಿ ಕಾಣಿಸಿಕೊಳ್ಳುತ್ತಿರುವುದು ವದಂತಿಗೆ ಪುಷ್ಟಿ ನೀಡಿದೆ. ಆದರೆ ಈ ಬಗ್ಗೆ ಇಬ್ಬರೂ ಯಾವುದೇ ಪ್ರತಿಕ್ರಿಯೆ ನೀಡಿಲ್ಲ. ಬಚ್ಚನ್ ಕುಟುಂಬದ ಆಪ್ತರು ಹೇಳುವಂತೆ ಎಲ್ಲವೂ ಸರಿಯಾಗಿದೆ. 'ನಾನು ಮಾಡಿರುವ ತಪ್ಪುಗಳಿಂದ ಕಲಿತಿದ್ದೇನೆ' ಎಂದು ಹೇಳಿದ್ದಾರೆ. ಅಭಿಷೇಕ್ ಬಚ್ಚನ್ ಮತ್ತು ಐಶ್ವರ್ಯ ರೈ ನಡುವಿನ ವಿಚ್ಛೇದನ ವದಂತಿಗೆ ತೆರೆ ಬೀಳಲಿದೆ ಎನ್ನಲಾಗಿದೆ. — [675, 220, 933, 660]
cold-remedy-title: ನೆಗಡಿಗೆ ಮನೆಮದ್ದು — [156, 455, 282, 479]
